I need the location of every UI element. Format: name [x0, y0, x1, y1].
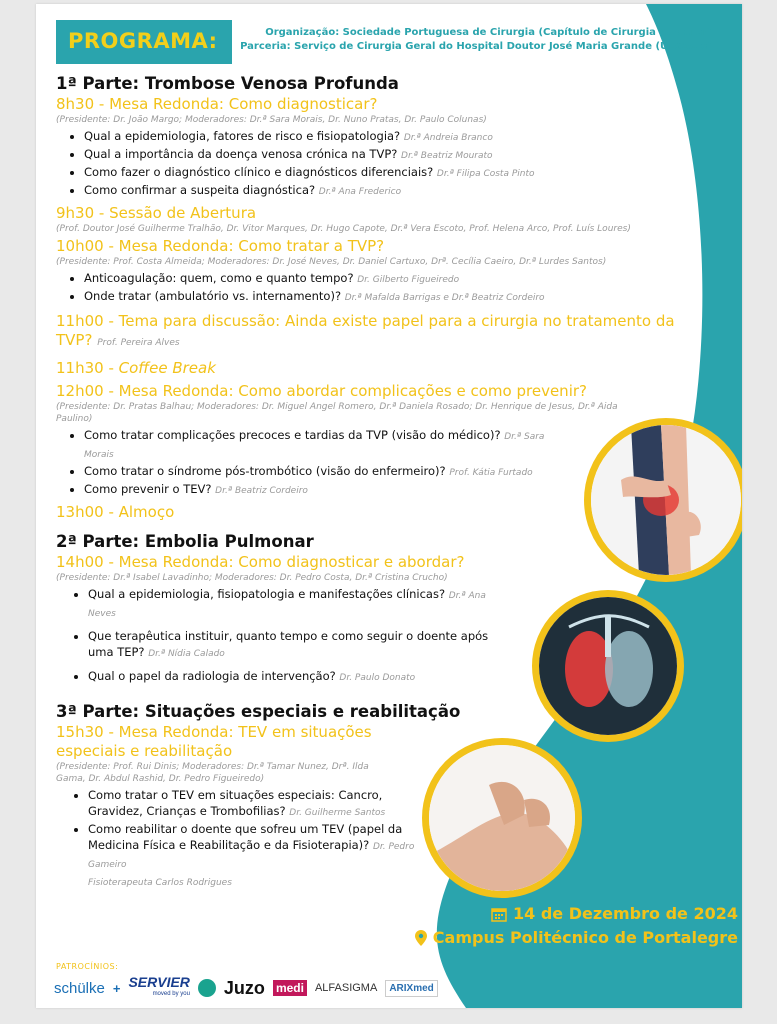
speaker: Dr. Gilberto Figueiredo: [357, 275, 460, 285]
list-item: [88, 668, 508, 686]
logo-schulke: schülke: [54, 979, 105, 997]
speaker: Dr.ª Sara Morais: [84, 432, 545, 460]
speaker: Prof. Pereira Alves: [97, 338, 180, 348]
header-organization: [240, 26, 712, 54]
session-title: 15h30 - Mesa Redonda: TEV em situações especiais e reabilitação: [56, 723, 372, 760]
sponsors-label: PATROCÍNIOS:: [56, 962, 119, 971]
topic: Como reabilitar o doente que sofreu um TEV (papel da Medicina Física e Reabilitação e da Fisioterapia)?: [88, 822, 403, 852]
logo-medi: medi: [273, 980, 307, 996]
topic: Onde tratar (ambulatório vs. internamento)?: [84, 289, 342, 303]
session-chairs: (Presidente: Dr.ª Isabel Lavadinho; Moderadores: Dr. Pedro Costa, Dr.ª Cristina Crucho): [56, 573, 448, 583]
list-item: [88, 628, 508, 662]
leg-pain-image: [584, 418, 742, 582]
list-item: [88, 787, 418, 821]
topic: Anticoagulação: quem, como e quanto tempo?: [84, 271, 354, 285]
list-item: [84, 270, 696, 288]
topic-list: [56, 128, 696, 200]
speaker: Fisioterapeuta Carlos Rodrigues: [88, 878, 232, 888]
lungs-image: [532, 590, 684, 742]
speaker: Dr.ª Nídia Calado: [148, 649, 225, 659]
event-info: [415, 902, 738, 950]
session-chairs: (Presidente: Dr. João Margo; Moderadores: Dr.ª Sara Morais, Dr. Nuno Pratas, Dr. Paulo Colunas): [56, 115, 487, 125]
program-page: [36, 4, 742, 1008]
speaker: Dr. Pedro Gameiro: [88, 842, 415, 870]
topic: Qual a epidemiologia, fatores de risco e fisiopatologia?: [84, 129, 401, 143]
speaker: Dr.ª Beatriz Mourato: [401, 151, 493, 161]
speaker: Dr.ª Ana Frederico: [318, 187, 402, 197]
session-title: 9h30 - Sessão de Abertura: [56, 204, 257, 222]
session-chairs: (Presidente: Prof. Costa Almeida; Moderadores: Dr. José Neves, Dr. Daniel Cartuxo, Drª. Cecília Caeiro, Dr.ª Lurdes Santos): [56, 257, 607, 267]
list-item: [84, 288, 696, 306]
session-title-text: 11h00 - Tema para discussão: Ainda existe papel para a cirurgia no tratamento da TVP?: [56, 312, 675, 349]
part3-title: 3ª Parte: Situações especiais e reabilitação: [56, 702, 461, 721]
topic: Como tratar o síndrome pós-trombótico (visão do enfermeiro)?: [84, 464, 446, 478]
calendar-icon: [491, 906, 507, 922]
event-location: [415, 926, 738, 950]
list-item: [84, 463, 604, 481]
list-item: [84, 128, 696, 146]
juzo-icon: [198, 979, 216, 997]
logo-arixmed: ARIXmed: [385, 980, 437, 997]
list-item: [88, 586, 508, 622]
topic: Como fazer o diagnóstico clínico e diagnósticos diferenciais?: [84, 165, 434, 179]
session-title: 12h00 - Mesa Redonda: Como abordar complicações e como prevenir?: [56, 382, 587, 400]
logo-alfasigma: ALFASIGMA: [314, 982, 378, 994]
logo-plus: +: [112, 980, 121, 996]
partner-text: Parceria: Serviço de Cirurgia Geral do Hospital Doutor José Maria Grande (ULSAAle): [240, 41, 712, 52]
session-chairs: (Presidente: Prof. Rui Dinis; Moderadores: Dr.ª Tamar Nunez, Drª. Ilda Gama, Dr. Abdul Rashid, Dr. Pedro Figueiredo): [56, 762, 369, 784]
session-chairs: (Presidente: Dr. Pratas Balhau; Moderadores: Dr. Miguel Angel Romero, Dr.ª Daniela Rosado; Dr. Henrique de Jesus, Dr.ª Aida Paulino): [56, 402, 618, 424]
speaker: Dr.ª Beatriz Cordeiro: [215, 486, 308, 496]
list-item: [84, 427, 554, 463]
event-date: [415, 902, 738, 926]
topic: Qual a importância da doença venosa crónica na TVP?: [84, 147, 398, 161]
topic-list: [56, 270, 696, 306]
session-time: 11h30 -: [56, 359, 119, 377]
topic: Qual o papel da radiologia de intervenção?: [88, 669, 336, 683]
topic: Como tratar o TEV em situações especiais: Cancro, Gravidez, Crianças e Trombofilias?: [88, 788, 383, 818]
session-title: [56, 359, 696, 378]
topic-list: [56, 787, 696, 891]
page-title: PROGRAMA:: [68, 29, 218, 53]
organization-text: Organização: Sociedade Portuguesa de Cirurgia (Capítulo de Cirurgia Vascular): [265, 27, 712, 38]
session-title: 10h00 - Mesa Redonda: Como tratar a TVP?: [56, 237, 385, 255]
knee-massage-image: [422, 738, 582, 898]
session-title: [56, 312, 696, 353]
logo-servier: SERVIER moved by you: [128, 974, 190, 997]
session-title: 14h00 - Mesa Redonda: Como diagnosticar e abordar?: [56, 553, 465, 571]
event-date-text: 14 de Dezembro de 2024: [513, 904, 738, 923]
part2-title: 2ª Parte: Embolia Pulmonar: [56, 532, 314, 551]
topic: Como tratar complicações precoces e tardias da TVP (visão do médico)?: [84, 428, 501, 442]
list-item: [88, 821, 418, 891]
speaker: Dr.ª Ana Neves: [88, 591, 486, 619]
coffee-break-label: Coffee Break: [118, 359, 216, 377]
logo-juzo: Juzo: [223, 977, 265, 998]
sponsor-logos: [54, 976, 438, 1000]
session-title: 13h00 - Almoço: [56, 503, 175, 521]
speaker: Dr. Guilherme Santos: [289, 808, 386, 818]
speaker: Dr.ª Filipa Costa Pinto: [436, 169, 535, 179]
speaker: Prof. Kátia Furtado: [449, 468, 533, 478]
list-item: [84, 182, 696, 200]
topic: Como prevenir o TEV?: [84, 482, 212, 496]
speaker: Dr.ª Mafalda Barrigas e Dr.ª Beatriz Cordeiro: [344, 293, 545, 303]
speaker: Dr. Paulo Donato: [339, 673, 416, 683]
event-location-text: Campus Politécnico de Portalegre: [432, 928, 738, 947]
speaker: Dr.ª Andreia Branco: [403, 133, 493, 143]
session-title: 8h30 - Mesa Redonda: Como diagnosticar?: [56, 95, 378, 113]
part1-title: 1ª Parte: Trombose Venosa Profunda: [56, 74, 399, 93]
session-chairs: (Prof. Doutor José Guilherme Tralhão, Dr. Vitor Marques, Dr. Hugo Capote, Dr.ª Vera Escoto, Prof. Helena Arco, Prof. Luís Loures): [56, 224, 631, 234]
topic: Como confirmar a suspeita diagnóstica?: [84, 183, 316, 197]
list-item: [84, 146, 696, 164]
location-pin-icon: [415, 930, 427, 946]
topic: Qual a epidemiologia, fisiopatologia e manifestações clínicas?: [88, 587, 446, 601]
list-item: [84, 164, 696, 182]
topic: Que terapêutica instituir, quanto tempo e como seguir o doente após uma TEP?: [88, 629, 489, 659]
